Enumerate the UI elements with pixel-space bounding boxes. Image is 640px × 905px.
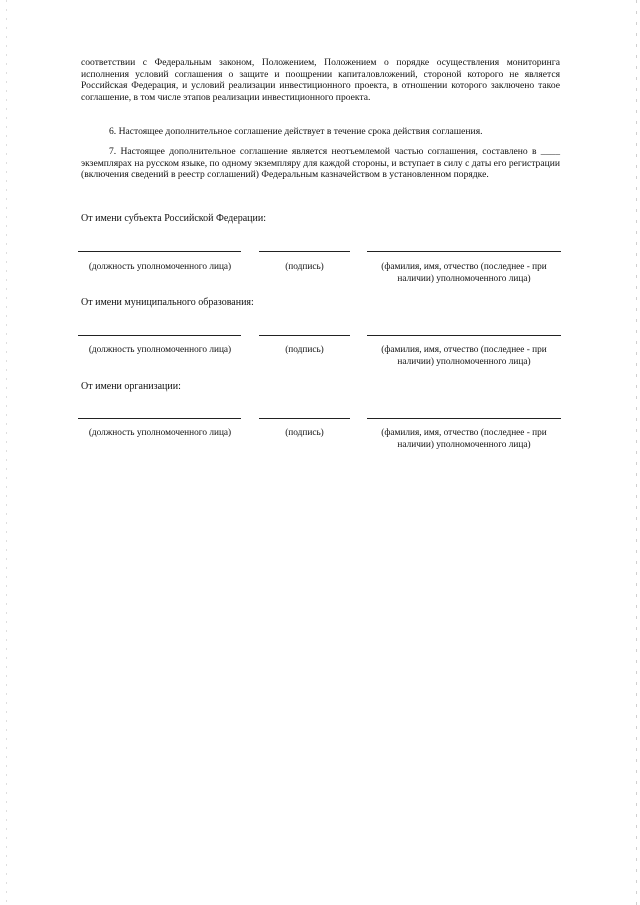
name-caption-region: (фамилия, имя, отчество (последнее - при наличии) уполномоченного лица): [381, 262, 547, 284]
name-line-region[interactable]: [367, 251, 561, 252]
signature-line-municipality[interactable]: [259, 335, 350, 336]
position-caption-region: (должность уполномоченного лица): [88, 262, 232, 272]
signature-line-organization[interactable]: [259, 418, 350, 419]
position-line-region[interactable]: [78, 251, 241, 252]
party-title-region: От имени субъекта Российской Федерации:: [81, 213, 266, 224]
signature-line-region[interactable]: [259, 251, 350, 252]
signature-caption-region: (подпись): [285, 262, 324, 272]
position-line-municipality[interactable]: [78, 335, 241, 336]
paragraph-7: 7. Настоящее дополнительное соглашение является неотъемлемой частью соглашения, составлено в ____ экземплярах на русском языке, по одному экземпляру для каждой стороны, и вступает в силу с даты его регистрации (включения сведений в реестр соглашений) Федеральным казначейством в установленном порядке.: [81, 146, 560, 181]
paragraph-continuation: соответствии с Федеральным законом, Положением, Положением о порядке осуществления мониторинга исполнения условий соглашения о защите и поощрении капиталовложений, стороной которого не является Российская Федерация, и условий реализации инвестиционного проекта, в отношении которого заключено такое соглашение, в том числе этапов реализации инвестиционного проекта.: [81, 57, 560, 103]
signature-caption-organization: (подпись): [285, 428, 324, 438]
scan-edge-right: [636, 0, 637, 905]
position-caption-municipality: (должность уполномоченного лица): [88, 345, 232, 355]
scan-edge-left: [6, 0, 7, 905]
name-caption-organization: (фамилия, имя, отчество (последнее - при наличии) уполномоченного лица): [381, 428, 547, 450]
party-title-municipality: От имени муниципального образования:: [81, 297, 254, 308]
signature-caption-municipality: (подпись): [285, 345, 324, 355]
position-line-organization[interactable]: [78, 418, 241, 419]
name-line-organization[interactable]: [367, 418, 561, 419]
party-title-organization: От имени организации:: [81, 381, 181, 392]
paragraph-6: 6. Настоящее дополнительное соглашение действует в течение срока действия соглашения.: [109, 126, 483, 137]
name-caption-municipality: (фамилия, имя, отчество (последнее - при наличии) уполномоченного лица): [381, 345, 547, 367]
name-line-municipality[interactable]: [367, 335, 561, 336]
position-caption-organization: (должность уполномоченного лица): [88, 428, 232, 438]
